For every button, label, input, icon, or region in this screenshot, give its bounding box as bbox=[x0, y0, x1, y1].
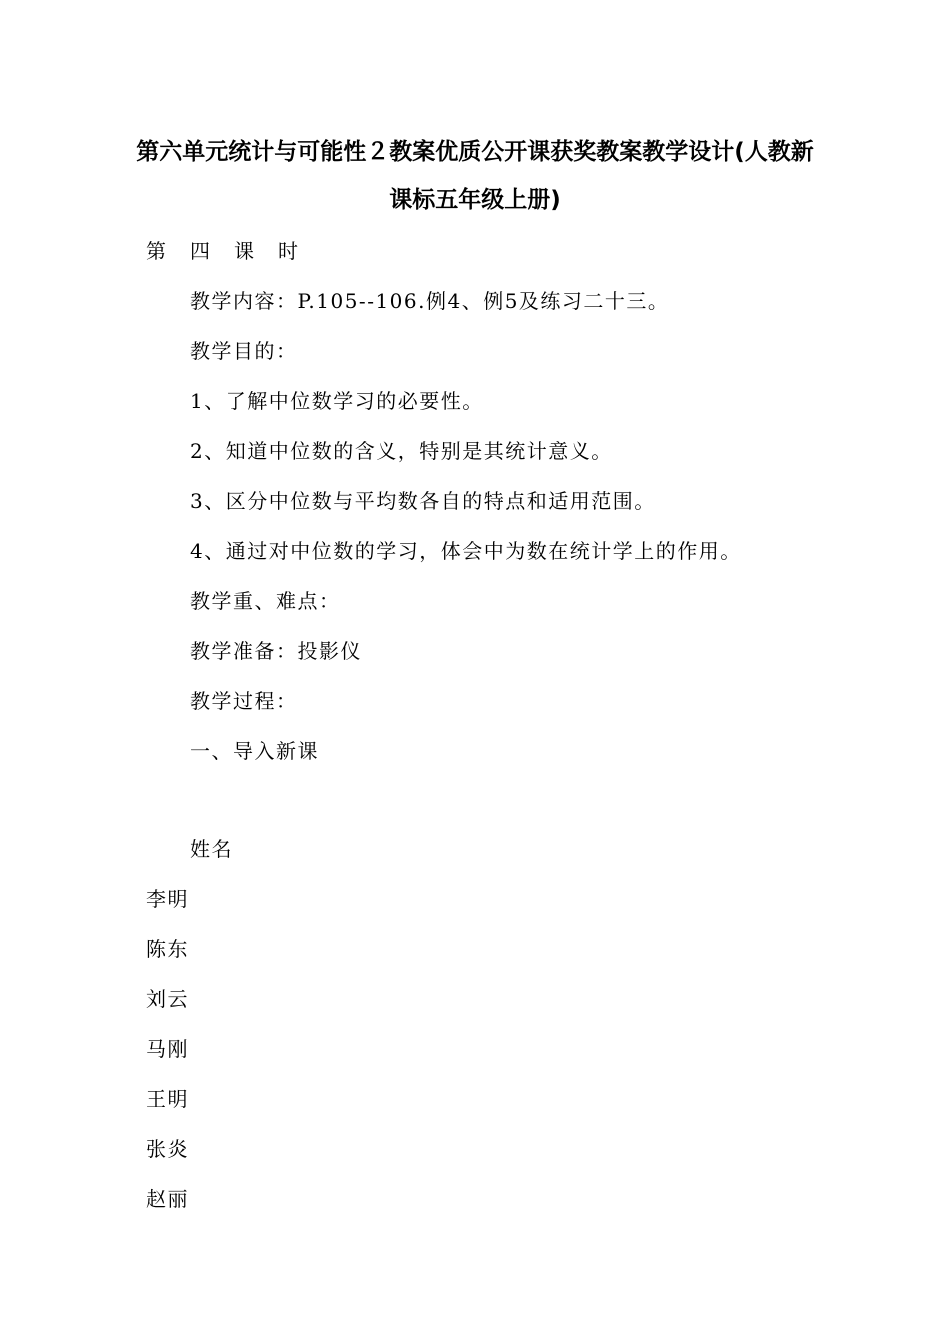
objectives-heading: 教学目的： bbox=[190, 339, 298, 363]
name-list-item: 陈东 bbox=[146, 937, 189, 961]
name-list-item: 李明 bbox=[146, 887, 189, 911]
name-list-item: 马刚 bbox=[146, 1037, 189, 1061]
name-list-item: 王明 bbox=[146, 1087, 189, 1111]
objective-item: 2、知道中位数的含义，特别是其统计意义。 bbox=[190, 439, 613, 463]
teaching-preparation: 教学准备：投影仪 bbox=[190, 639, 362, 663]
objective-item: 1、了解中位数学习的必要性。 bbox=[190, 389, 484, 413]
name-list-item: 赵丽 bbox=[146, 1187, 189, 1211]
document-title-line-2: 课标五年级上册) bbox=[389, 187, 561, 213]
table-header-name: 姓名 bbox=[190, 837, 233, 861]
key-points-heading: 教学重、难点： bbox=[190, 589, 341, 613]
teaching-content: 教学内容：P.105--106.例4、例5及练习二十三。 bbox=[190, 289, 670, 313]
lesson-heading: 第四课时 bbox=[146, 239, 322, 263]
name-list-item: 刘云 bbox=[146, 987, 189, 1011]
document-title-line-1: 第六单元统计与可能性２教案优质公开课获奖教案教学设计(人教新 bbox=[136, 139, 814, 165]
objective-item: 3、区分中位数与平均数各自的特点和适用范围。 bbox=[190, 489, 656, 513]
name-list-item: 张炎 bbox=[146, 1137, 189, 1161]
section-heading-intro: 一、导入新课 bbox=[190, 739, 319, 763]
objective-item: 4、通过对中位数的学习，体会中为数在统计学上的作用。 bbox=[190, 539, 742, 563]
process-heading: 教学过程： bbox=[190, 689, 298, 713]
